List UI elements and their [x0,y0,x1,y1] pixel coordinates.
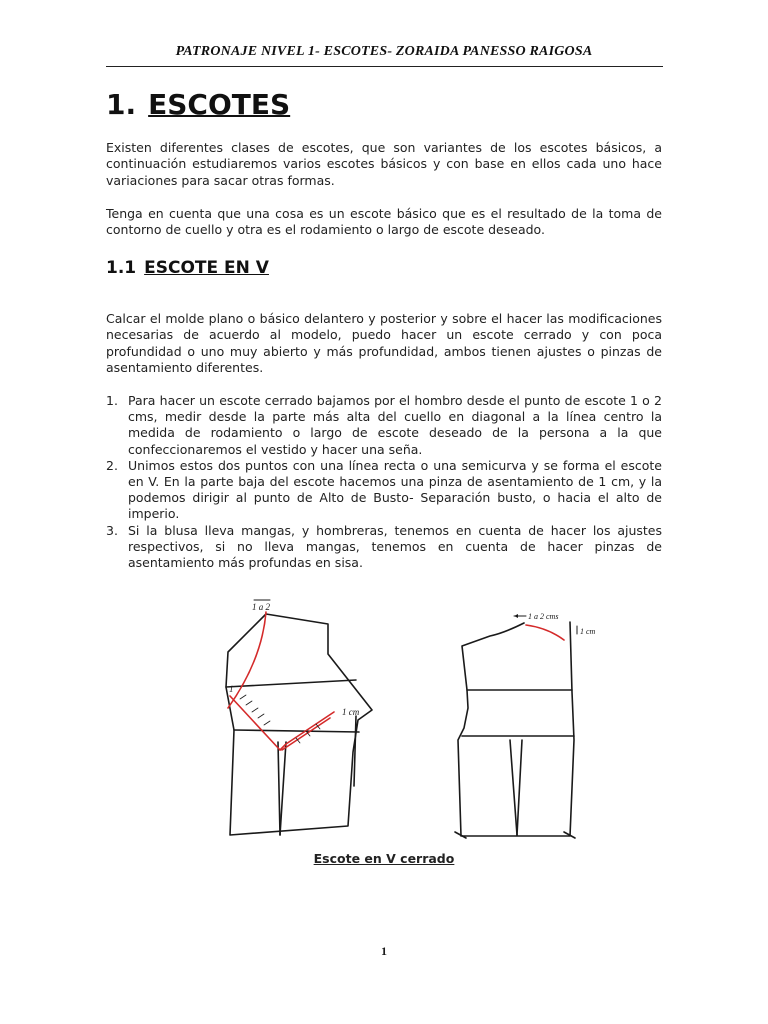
back-neckline-label: 1 a 2 cms [528,612,559,621]
list-item [106,393,662,458]
steps-list [106,393,662,571]
subsection-intro-paragraph: Calcar el molde plano o básico delantero y posterior y sobre el hacer las modificaciones necesarias de acuerdo al modelo, puedo hacer un escote cerrado y con poca profundidad o uno muy abierto y más profundidad, ambos tienen ajustes o pinzas de asentamiento diferentes. [106,311,662,375]
section-title: ESCOTES [148,88,291,121]
section-heading-escotes [106,88,290,121]
front-neckline-modification [228,612,334,750]
list-item-text: Si la blusa lleva mangas, y hombreras, tenemos en cuenta de hacer los ajustes respectivos, si no lleva mangas, tenemos en cuenta de hacer pinzas de asentamiento más profundas en sisa. [128,522,662,571]
list-item-text: Unimos estos dos puntos con una línea recta o una semicurva y se forma el escote en V. En la parte baja del escote hacemos una pinza de asentamiento de 1 cm, y la podemos dirigir al punto de Alto de Busto- Separación busto, o hacia el alto de imperio. [128,457,662,522]
list-item [106,523,662,572]
front-bodice-pattern [226,614,372,835]
front-shoulder-drop-label: 1 a 2 [252,602,270,612]
back-bodice-pattern [455,622,575,838]
subsection-number: 1.1 [106,258,137,278]
figure-caption: Escote en V cerrado [313,851,455,866]
front-dart-label: 1 cm [342,707,360,717]
pattern-diagram [204,590,636,846]
header-divider [106,66,663,67]
subsection-heading-escote-en-v [106,258,269,278]
back-side-label: 1 cm [580,627,596,636]
section-number: 1. [106,88,137,121]
list-item [106,458,662,523]
intro-paragraph-2: Tenga en cuenta que una cosa es un escote básico que es el resultado de la toma de contorno de cuello y otra es el rodamiento o largo de escote deseado. [106,206,662,238]
back-neckline-modification [526,625,564,640]
front-mark-label: 1 [229,684,234,694]
intro-paragraph-1: Existen diferentes clases de escotes, que son variantes de los escotes básicos, a continuación estudiaremos varios escotes básicos y con base en ellos cada uno hace variaciones para sacar otras formas. [106,140,662,188]
list-item-number: 3. [106,522,118,538]
list-item-text: Para hacer un escote cerrado bajamos por el hombro desde el punto de escote 1 o 2 cms, medir desde la parte más alta del cuello en diagonal a la línea centro la medida de rodamiento o largo de escote deseado de la persona a la que confeccionaremos el vestido y hacer una seña. [128,393,662,457]
running-header: PATRONAJE NIVEL 1- ESCOTES- ZORAIDA PANESSO RAIGOSA [175,44,593,59]
list-item-number: 2. [106,457,118,473]
front-annotations [229,600,360,717]
back-annotations [514,612,596,636]
list-item-number: 1. [106,393,118,408]
subsection-title: ESCOTE EN V [144,258,269,278]
page-number: 1 [381,944,387,958]
